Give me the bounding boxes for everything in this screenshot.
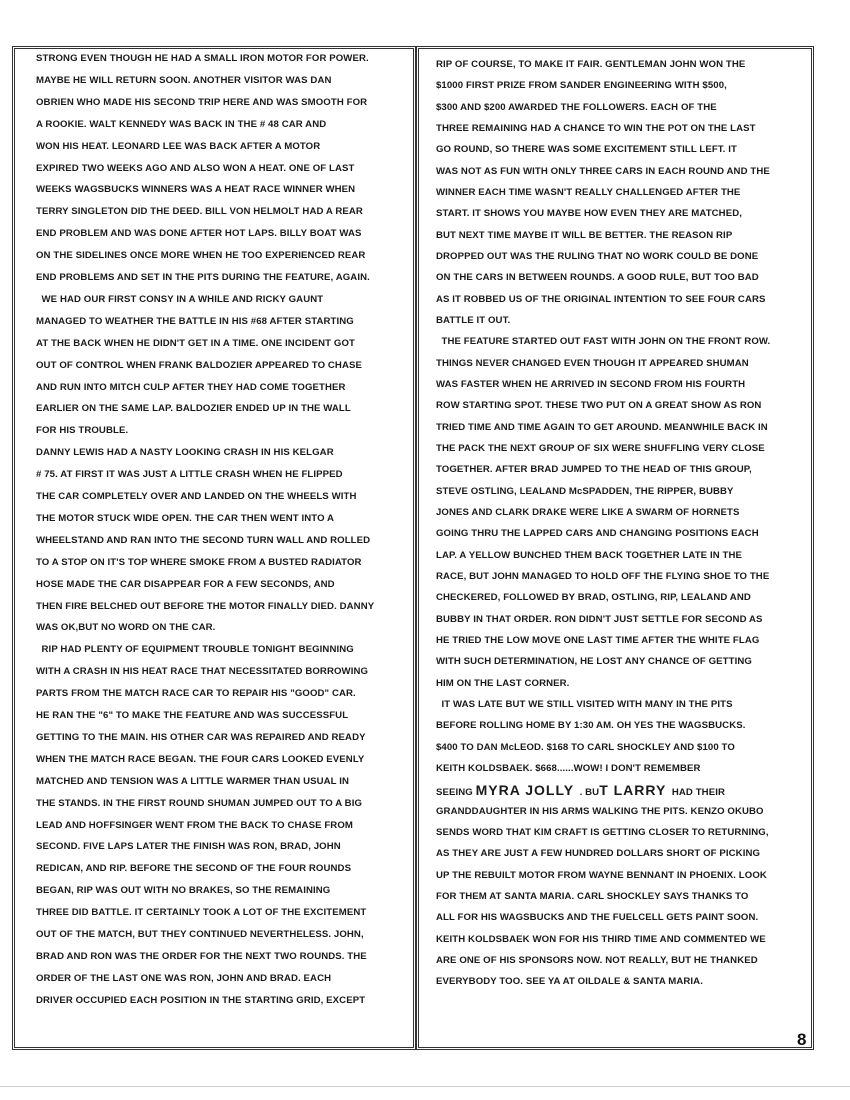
text-segment: WAS FASTER WHEN HE ARRIVED IN SECOND FROM HIS FOURTH xyxy=(436,378,746,390)
text-segment: AS THEY ARE JUST A FEW HUNDRED DOLLARS SHORT OF PICKING xyxy=(436,848,761,860)
text-line: A ROOKIE. WALT KENNEDY WAS BACK IN THE # 48 CAR AND xyxy=(36,118,327,130)
text-line: WON HIS HEAT. LEONARD LEE WAS BACK AFTER A MOTOR xyxy=(36,140,321,152)
text-segment: RACE, BUT JOHN MANAGED TO HOLD OFF THE FLYING SHOE TO THE xyxy=(436,570,770,582)
text-line xyxy=(436,184,740,202)
text-segment: GRANDDAUGHTER IN HIS ARMS WALKING THE PITS. KENZO OKUBO xyxy=(436,805,764,817)
text-line: WHEN THE MATCH RACE BEGAN. THE FOUR CARS LOOKED EVENLY xyxy=(36,753,365,765)
text-segment: WITH SUCH DETERMINATION, HE LOST ANY CHANCE OF GETTING xyxy=(436,656,752,668)
text-line xyxy=(436,312,510,330)
text-line xyxy=(436,56,745,74)
text-segment: HE TRIED THE LOW MOVE ONE LAST TIME AFTER THE WHITE FLAG xyxy=(436,634,760,646)
text-segment: KEITH KOLDSBAEK WON FOR HIS THIRD TIME AND COMMENTED WE xyxy=(436,933,766,945)
text-line xyxy=(436,696,733,714)
text-line xyxy=(436,547,742,565)
text-segment: ALL FOR HIS WAGSBUCKS AND THE FUELCELL GETS PAINT SOON. xyxy=(436,912,759,924)
text-line: ORDER OF THE LAST ONE WAS RON, JOHN AND BRAD. EACH xyxy=(36,972,332,984)
text-line xyxy=(436,760,701,778)
text-line: DRIVER OCCUPIED EACH POSITION IN THE STARTING GRID, EXCEPT xyxy=(36,994,366,1006)
text-segment: GOING THRU THE LAPPED CARS AND CHANGING POSITIONS EACH xyxy=(436,528,759,540)
text-line xyxy=(436,824,769,842)
text-line xyxy=(436,227,732,245)
text-line: RIP HAD PLENTY OF EQUIPMENT TROUBLE TONIGHT BEGINNING xyxy=(36,644,354,656)
text-line: HE RAN THE "6" TO MAKE THE FEATURE AND WAS SUCCESSFUL xyxy=(36,710,349,721)
text-line: WITH A CRASH IN HIS HEAT RACE THAT NECESSITATED BORROWING xyxy=(36,666,369,678)
text-segment: ON THE CARS IN BETWEEN ROUNDS. A GOOD RULE, BUT TOO BAD xyxy=(436,272,759,284)
text-line: THE MOTOR STUCK WIDE OPEN. THE CAR THEN WENT INTO A xyxy=(36,512,335,524)
text-line: THREE DID BATTLE. IT CERTAINLY TOOK A LOT OF THE EXCITEMENT xyxy=(36,907,367,919)
text-segment: KEITH KOLDSBAEK. $668......WOW! I DON'T REMEMBER xyxy=(436,762,701,774)
text-line xyxy=(436,504,739,522)
text-line: END PROBLEM AND WAS DONE AFTER HOT LAPS. BILLY BOAT WAS xyxy=(36,228,362,240)
text-line xyxy=(436,333,770,351)
text-segment: . BU xyxy=(574,787,600,799)
text-line xyxy=(436,867,767,885)
text-line xyxy=(436,77,727,95)
text-line: THE CAR COMPLETELY OVER AND LANDED ON THE WHEELS WITH xyxy=(36,491,357,502)
text-line: EXPIRED TWO WEEKS AGO AND ALSO WON A HEAT. ONE OF LAST xyxy=(36,162,355,174)
text-segment: UP THE REBUILT MOTOR FROM WAYNE BENNANT IN PHOENIX. LOOK xyxy=(436,869,767,881)
emphasized-name: MYRA JOLLY xyxy=(475,782,575,799)
text-segment: FOR THEM AT SANTA MARIA. CARL SHOCKLEY SAYS THANKS TO xyxy=(436,890,749,902)
text-line xyxy=(436,632,759,650)
text-line xyxy=(436,99,717,117)
text-line xyxy=(436,205,742,223)
text-segment: AS IT ROBBED US OF THE ORIGINAL INTENTION TO SEE FOUR CARS xyxy=(436,293,766,305)
text-segment: ARE ONE OF HIS SPONSORS NOW. NOT REALLY, BUT HE THANKED xyxy=(436,954,758,966)
text-line: OBRIEN WHO MADE HIS SECOND TRIP HERE AND WAS SMOOTH FOR xyxy=(36,96,368,108)
text-segment: HIM ON THE LAST CORNER. xyxy=(436,677,570,689)
text-line xyxy=(436,931,766,949)
text-segment: STEVE OSTLING, LEALAND McSPADDEN, THE RIPPER, BUBBY xyxy=(436,485,734,497)
text-segment: TOGETHER. AFTER BRAD JUMPED TO THE HEAD OF THIS GROUP, xyxy=(436,464,752,476)
text-line: REDICAN, AND RIP. BEFORE THE SECOND OF THE FOUR ROUNDS xyxy=(36,863,352,875)
text-segment: WINNER EACH TIME WASN'T REALLY CHALLENGED AFTER THE xyxy=(436,186,741,198)
text-segment: START. IT SHOWS YOU MAYBE HOW EVEN THEY ARE MATCHED, xyxy=(436,208,743,220)
text-segment: $1000 FIRST PRIZE FROM SANDER ENGINEERING WITH $500, xyxy=(436,80,727,92)
text-line xyxy=(436,141,737,159)
text-line: ON THE SIDELINES ONCE MORE WHEN HE TOO EXPERIENCED REAR xyxy=(36,250,366,262)
page-number: 8 xyxy=(797,1030,807,1049)
text-line xyxy=(436,781,725,799)
text-segment: BUT NEXT TIME MAYBE IT WILL BE BETTER. THE REASON RIP xyxy=(436,229,733,241)
text-line xyxy=(436,568,769,586)
text-line: SECOND. FIVE LAPS LATER THE FINISH WAS RON, BRAD, JOHN xyxy=(36,841,341,853)
text-line xyxy=(436,675,569,693)
text-line xyxy=(436,440,765,458)
text-segment: RIP OF COURSE, TO MAKE IT FAIR. GENTLEMAN JOHN WON THE xyxy=(436,59,746,70)
text-line xyxy=(436,845,760,863)
text-line: # 75. AT FIRST IT WAS JUST A LITTLE CRASH WHEN HE FLIPPED xyxy=(36,469,343,481)
text-segment: JONES AND CLARK DRAKE WERE LIKE A SWARM OF HORNETS xyxy=(436,506,740,518)
text-line: BEGAN, RIP WAS OUT WITH NO BRAKES, SO THE REMAINING xyxy=(36,885,331,897)
text-segment: SENDS WORD THAT KIM CRAFT IS GETTING CLOSER TO RETURNING, xyxy=(436,826,769,838)
text-line xyxy=(436,525,759,543)
text-segment: $300 AND $200 AWARDED THE FOLLOWERS. EACH OF THE xyxy=(436,101,717,113)
text-line xyxy=(436,653,752,671)
text-line: MATCHED AND TENSION WAS A LITTLE WARMER THAN USUAL IN xyxy=(36,775,349,787)
text-line: MANAGED TO WEATHER THE BATTLE IN HIS #68 AFTER STARTING xyxy=(36,315,354,327)
text-segment: THE FEATURE STARTED OUT FAST WITH JOHN ON THE FRONT ROW. xyxy=(436,336,771,348)
text-line: HOSE MADE THE CAR DISAPPEAR FOR A FEW SECONDS, AND xyxy=(36,578,335,590)
text-line: MAYBE HE WILL RETURN SOON. ANOTHER VISITOR WAS DAN xyxy=(36,74,332,86)
text-line: OUT OF THE MATCH, BUT THEY CONTINUED NEVERTHELESS. JOHN, xyxy=(36,929,364,940)
text-line: STRONG EVEN THOUGH HE HAD A SMALL IRON MOTOR FOR POWER. xyxy=(36,53,369,64)
text-segment: LAP. A YELLOW BUNCHED THEM BACK TOGETHER LATE IN THE xyxy=(436,549,742,561)
text-line: TO A STOP ON IT'S TOP WHERE SMOKE FROM A BUSTED RADIATOR xyxy=(36,556,362,568)
text-line xyxy=(436,269,759,287)
text-line: GETTING TO THE MAIN. HIS OTHER CAR WAS REPAIRED AND READY xyxy=(36,731,366,743)
text-line xyxy=(436,611,763,629)
text-segment: DROPPED OUT WAS THE RULING THAT NO WORK COULD BE DONE xyxy=(436,250,759,262)
text-line: WEEKS WAGSBUCKS WINNERS WAS A HEAT RACE WINNER WHEN xyxy=(36,184,356,196)
text-line: WHEELSTAND AND RAN INTO THE SECOND TURN WALL AND ROLLED xyxy=(36,534,371,546)
text-segment: WAS NOT AS FUN WITH ONLY THREE CARS IN EACH ROUND AND THE xyxy=(436,165,770,177)
text-segment: BEFORE ROLLING HOME BY 1:30 AM. OH YES THE WAGSBUCKS. xyxy=(436,720,746,732)
text-line xyxy=(436,248,758,266)
text-line: PARTS FROM THE MATCH RACE CAR TO REPAIR HIS "GOOD" CAR. xyxy=(36,688,356,700)
text-line: OUT OF CONTROL WHEN FRANK BALDOZIER APPEARED TO CHASE xyxy=(36,359,362,371)
text-line xyxy=(436,419,768,437)
text-line xyxy=(436,909,758,927)
text-line: LEAD AND HOFFSINGER WENT FROM THE BACK TO CHASE FROM xyxy=(36,819,353,831)
text-line: AND RUN INTO MITCH CULP AFTER THEY HAD COME TOGETHER xyxy=(36,381,346,393)
text-segment: SEEING xyxy=(436,787,476,799)
text-segment: ROW STARTING SPOT. THESE TWO PUT ON A GREAT SHOW AS RON xyxy=(436,400,762,412)
text-line xyxy=(436,589,751,607)
text-line xyxy=(436,461,752,479)
text-segment: THE PACK THE NEXT GROUP OF SIX WERE SHUFFLING VERY CLOSE xyxy=(436,442,765,454)
text-segment: IT WAS LATE BUT WE STILL VISITED WITH MANY IN THE PITS xyxy=(436,698,733,710)
text-line xyxy=(436,291,766,309)
text-line: THE STANDS. IN THE FIRST ROUND SHUMAN JUMPED OUT TO A BIG xyxy=(36,797,363,809)
text-line: WAS OK,BUT NO WORD ON THE CAR. xyxy=(36,622,216,634)
emphasized-name: T LARRY xyxy=(599,782,667,799)
text-segment: BUBBY IN THAT ORDER. RON DIDN'T JUST SETTLE FOR SECOND AS xyxy=(436,613,763,625)
text-line xyxy=(436,376,745,394)
text-line: THEN FIRE BELCHED OUT BEFORE THE MOTOR FINALLY DIED. DANNY xyxy=(36,600,375,612)
text-line xyxy=(436,888,749,906)
text-line xyxy=(436,717,746,735)
text-line: WE HAD OUR FIRST CONSY IN A WHILE AND RICKY GAUNT xyxy=(36,293,324,305)
text-segment: THREE REMAINING HAD A CHANCE TO WIN THE POT ON THE LAST xyxy=(436,122,756,134)
text-line xyxy=(436,739,735,757)
text-line: EARLIER ON THE SAME LAP. BALDOZIER ENDED UP IN THE WALL xyxy=(36,403,351,415)
text-segment: GO ROUND, SO THERE WAS SOME EXCITEMENT STILL LEFT. IT xyxy=(436,144,737,156)
text-line: FOR HIS TROUBLE. xyxy=(36,425,129,437)
text-line: TERRY SINGLETON DID THE DEED. BILL VON HELMOLT HAD A REAR xyxy=(36,206,363,218)
scan-artifact-line xyxy=(0,1086,850,1087)
text-segment: TRIED TIME AND TIME AGAIN TO GET AROUND. MEANWHILE BACK IN xyxy=(436,421,768,433)
text-segment: CHECKERED, FOLLOWED BY BRAD, OSTLING, RIP, LEALAND AND xyxy=(436,592,751,604)
text-line xyxy=(436,803,764,821)
text-line: DANNY LEWIS HAD A NASTY LOOKING CRASH IN HIS KELGAR xyxy=(36,447,334,459)
text-segment: THINGS NEVER CHANGED EVEN THOUGH IT APPEARED SHUMAN xyxy=(436,357,749,369)
text-segment: $400 TO DAN McLEOD. $168 TO CARL SHOCKLEY AND $100 TO xyxy=(436,741,735,753)
text-line xyxy=(436,952,758,970)
text-segment: BATTLE IT OUT. xyxy=(436,314,511,326)
text-line xyxy=(436,120,756,138)
text-line xyxy=(436,163,770,181)
text-segment: HAD THEIR xyxy=(666,787,726,799)
text-line: BRAD AND RON WAS THE ORDER FOR THE NEXT TWO ROUNDS. THE xyxy=(36,950,367,962)
text-line xyxy=(436,397,761,415)
text-segment: EVERYBODY TOO. SEE YA AT OILDALE & SANTA MARIA. xyxy=(436,976,703,988)
text-line xyxy=(436,483,734,501)
text-line: END PROBLEMS AND SET IN THE PITS DURING THE FEATURE, AGAIN. xyxy=(36,272,370,283)
text-line xyxy=(436,355,749,373)
text-line xyxy=(436,973,703,991)
text-line: AT THE BACK WHEN HE DIDN'T GET IN A TIME. ONE INCIDENT GOT xyxy=(36,337,355,349)
